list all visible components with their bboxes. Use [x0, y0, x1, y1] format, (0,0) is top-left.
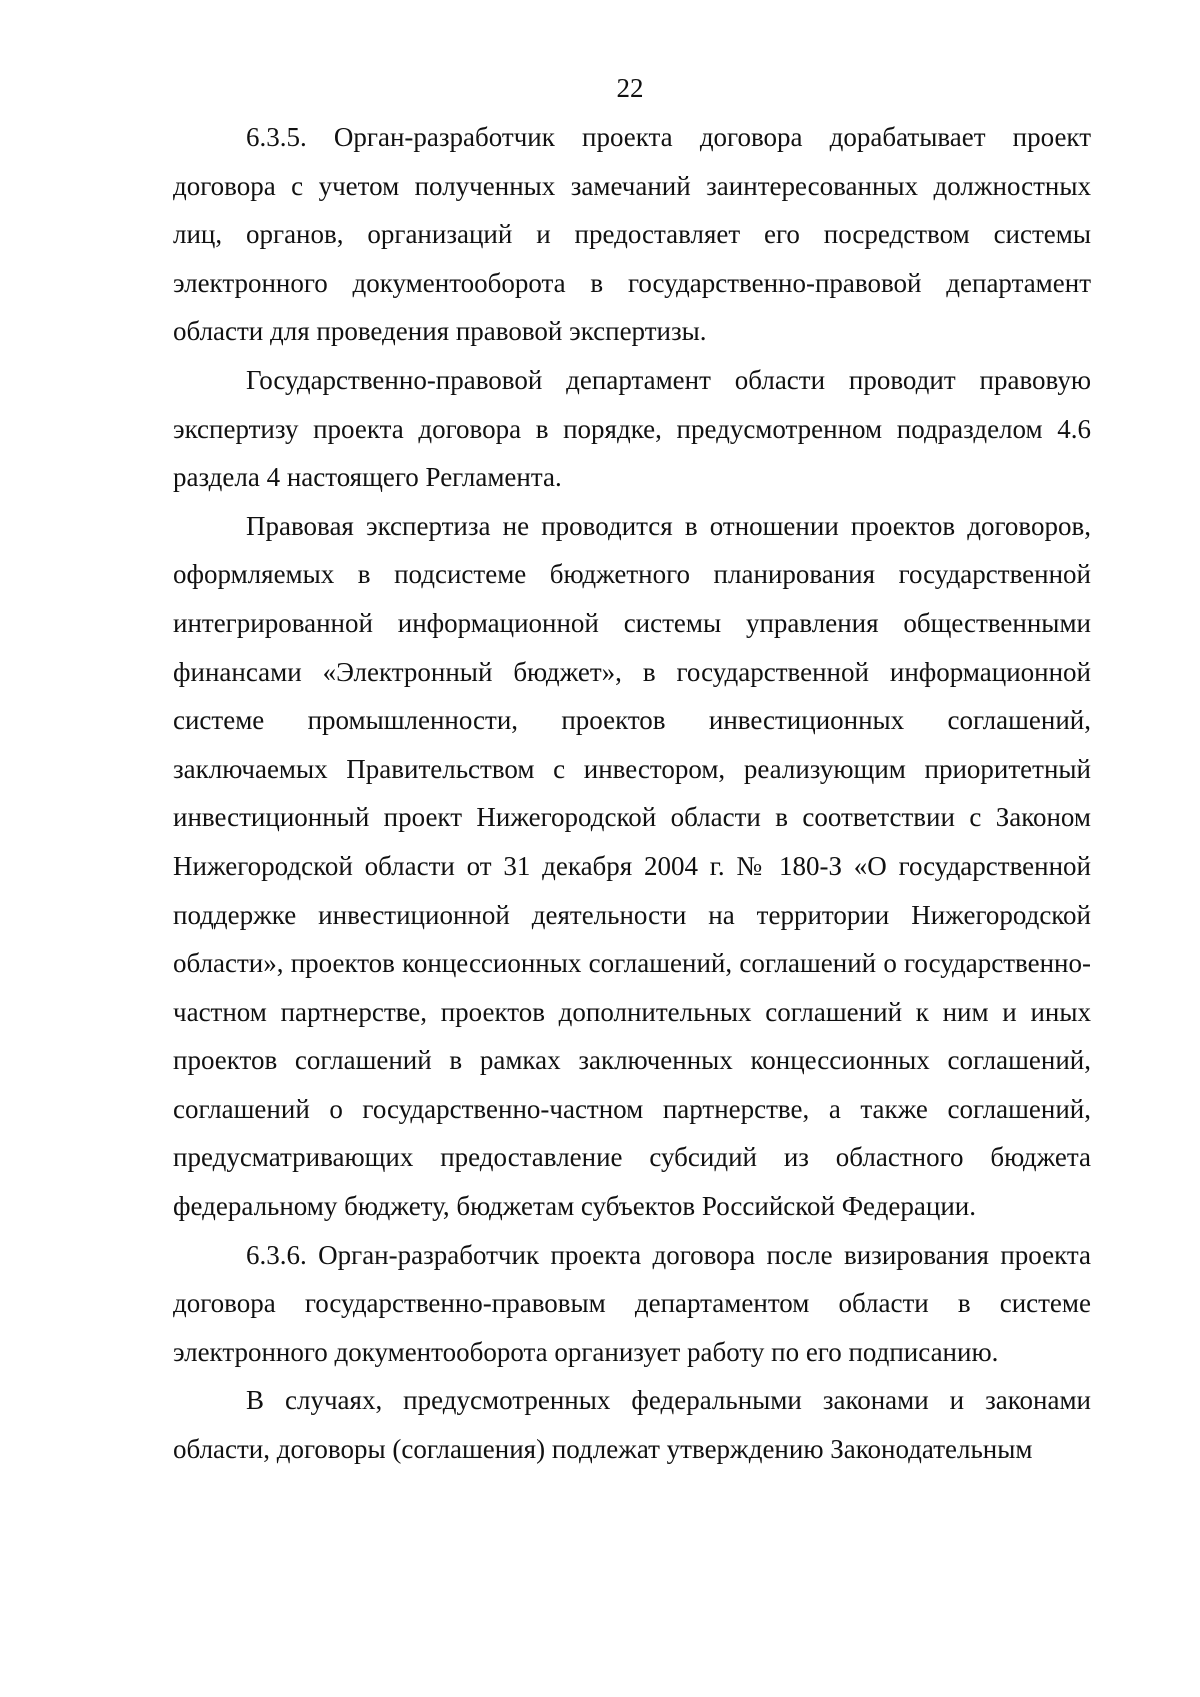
document-body — [173, 113, 1091, 1474]
paragraph-expertise-exceptions: Правовая экспертиза не проводится в отношении проектов договоров, оформляемых в подсистеме бюджетного планирования государственной интегрированной информационной системы управления общественными финансами «Электронный бюджет», в государственной информационной системе промышленности, проектов инвестиционных соглашений, заключаемых Правительством с инвестором, реализующим приоритетный инвестиционный проект Нижегородской области в соответствии с Законом Нижегородской области от 31 декабря 2004 г. № 180-З «О государственной поддержке инвестиционной деятельности на территории Нижегородской области», проектов концессионных соглашений, соглашений о государственно-частном партнерстве, проектов дополнительных соглашений к ним и иных проектов соглашений в рамках заключенных концессионных соглашений, соглашений о государственно-частном партнерстве, а также соглашений, предусматривающих предоставление субсидий из областного бюджета федеральному бюджету, бюджетам субъектов Российской Федерации. — [173, 510, 1091, 1222]
paragraph-6-3-5: 6.3.5. Орган-разработчик проекта договора дорабатывает проект договора с учетом полученных замечаний заинтересованных должностных лиц, органов, организаций и предоставляет его посредством системы электронного документооборота в государственно-правовой департамент области для проведения правовой экспертизы. — [173, 122, 1091, 347]
paragraph-6-3-6: 6.3.6. Орган-разработчик проекта договора после визирования проекта договора государственно-правовым департаментом области в системе электронного документооборота организует работу по его подписанию. — [173, 1239, 1091, 1367]
page-number: 22 — [616, 73, 644, 103]
paragraph-legal-expertise: Государственно-правовой департамент области проводит правовую экспертизу проекта договора в порядке, предусмотренном подразделом 4.6 раздела 4 настоящего Регламента. — [173, 364, 1091, 493]
paragraph-approval-cases: В случаях, предусмотренных федеральными законами и законами области, договоры (соглашения) подлежат утверждению Законодательным — [173, 1385, 1091, 1465]
